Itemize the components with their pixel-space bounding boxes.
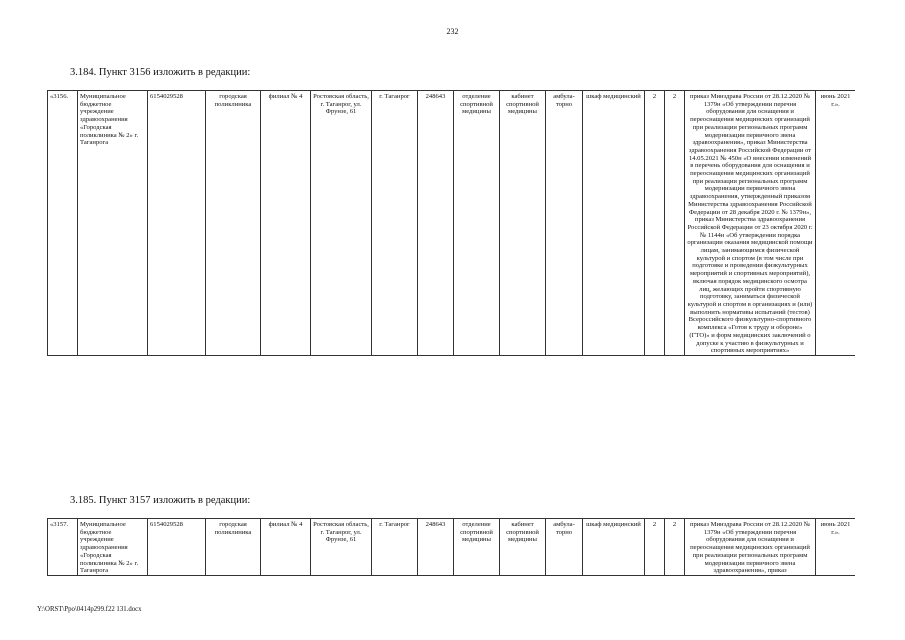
quantity-2: 2 (665, 519, 685, 576)
facility-type: городская поликлиника (206, 519, 261, 576)
equipment-table-3157 (47, 518, 855, 598)
section-heading-3185: 3.185. Пункт 3157 изложить в редакции: (70, 495, 251, 506)
table-row (48, 91, 856, 356)
care-mode: амбула-торно (546, 519, 583, 576)
address: Ростовская область, г. Таганрог, ул. Фрунзе, 61 (311, 519, 372, 576)
quantity-1: 2 (645, 91, 665, 356)
department: отделение спортивной медицины (454, 519, 500, 576)
quantity-1: 2 (645, 519, 665, 576)
inn-code: 6154029528 (148, 519, 206, 576)
deadline: июнь 2021 г.». (816, 91, 856, 356)
row-number: «3156. (48, 91, 78, 356)
department: отделение спортивной медицины (454, 91, 500, 356)
organization-name: Муниципальное бюджетное учреждение здравоохранения «Городская поликлиника № 2» г. Таганрога (78, 91, 148, 356)
row-number: «3157. (48, 519, 78, 576)
equipment-name: шкаф медицинский (583, 91, 645, 356)
room: кабинет спортивной медицины (500, 519, 546, 576)
care-mode: амбула-торно (546, 91, 583, 356)
branch: филиал № 4 (261, 519, 311, 576)
address: Ростовская область, г. Таганрог, ул. Фрунзе, 61 (311, 91, 372, 356)
page-number: 232 (446, 27, 459, 36)
file-path-footer: Y:\ORST\Ppo\0414p299.f22 131.docx (37, 606, 142, 613)
city: г. Таганрог (372, 519, 418, 576)
inn-code: 6154029528 (148, 91, 206, 356)
table-row (48, 519, 856, 576)
branch: филиал № 4 (261, 91, 311, 356)
postal-index: 248643 (418, 519, 454, 576)
room: кабинет спортивной медицины (500, 91, 546, 356)
section-heading-3184: 3.184. Пункт 3156 изложить в редакции: (70, 67, 251, 78)
city: г. Таганрог (372, 91, 418, 356)
facility-type: городская поликлиника (206, 91, 261, 356)
quantity-2: 2 (665, 91, 685, 356)
equipment-name: шкаф медицинский (583, 519, 645, 576)
deadline: июнь 2021 г.». (816, 519, 856, 576)
legal-basis: приказ Минздрава России от 28.12.2020 № 1379н «Об утверждении перечня оборудования для оснащения и переоснащения медицинских организаций при реализации региональных программ модернизации первичного звена здравоохранения», приказ Министерства здравоохранения Российской Федерации от 14.05.2021 № 450н «О внесении изменений в перечень оборудования для оснащения и переоснащения медицинских организаций при реализации региональных программ модернизации первичного звена здравоохранения, утвержденный приказом Министерства здравоохранения Российской Федерации от 28 декабря 2020 г. № 1379н», приказ Министерства здравоохранения Российской Федерации от 23 октября 2020 г. № 1144н «Об утверждении порядка организации оказания медицинской помощи лицам, занимающимся физической культурой и спортом (в том числе при подготовке и проведении физкультурных мероприятий и спортивных мероприятий), включая порядок медицинского осмотра лиц, желающих пройти спортивную подготовку, заниматься физической культурой и спортом в организациях и (или) выполнить нормативы испытаний (тестов) Всероссийского физкультурно-спортивного комплекса «Готов к труду и обороне» (ГТО)» и форм медицинских заключений о допуске к участию в физкультурных и спортивных мероприятиях» (685, 91, 816, 356)
equipment-table-3156 (47, 90, 855, 486)
organization-name: Муниципальное бюджетное учреждение здравоохранения «Городская поликлиника № 2» г. Таганрога (78, 519, 148, 576)
legal-basis: приказ Минздрава России от 28.12.2020 № 1379н «Об утверждении перечня оборудования для оснащения и переоснащения медицинских организаций при реализации региональных программ модернизации первичного звена здравоохранения», приказ (685, 519, 816, 576)
postal-index: 248643 (418, 91, 454, 356)
